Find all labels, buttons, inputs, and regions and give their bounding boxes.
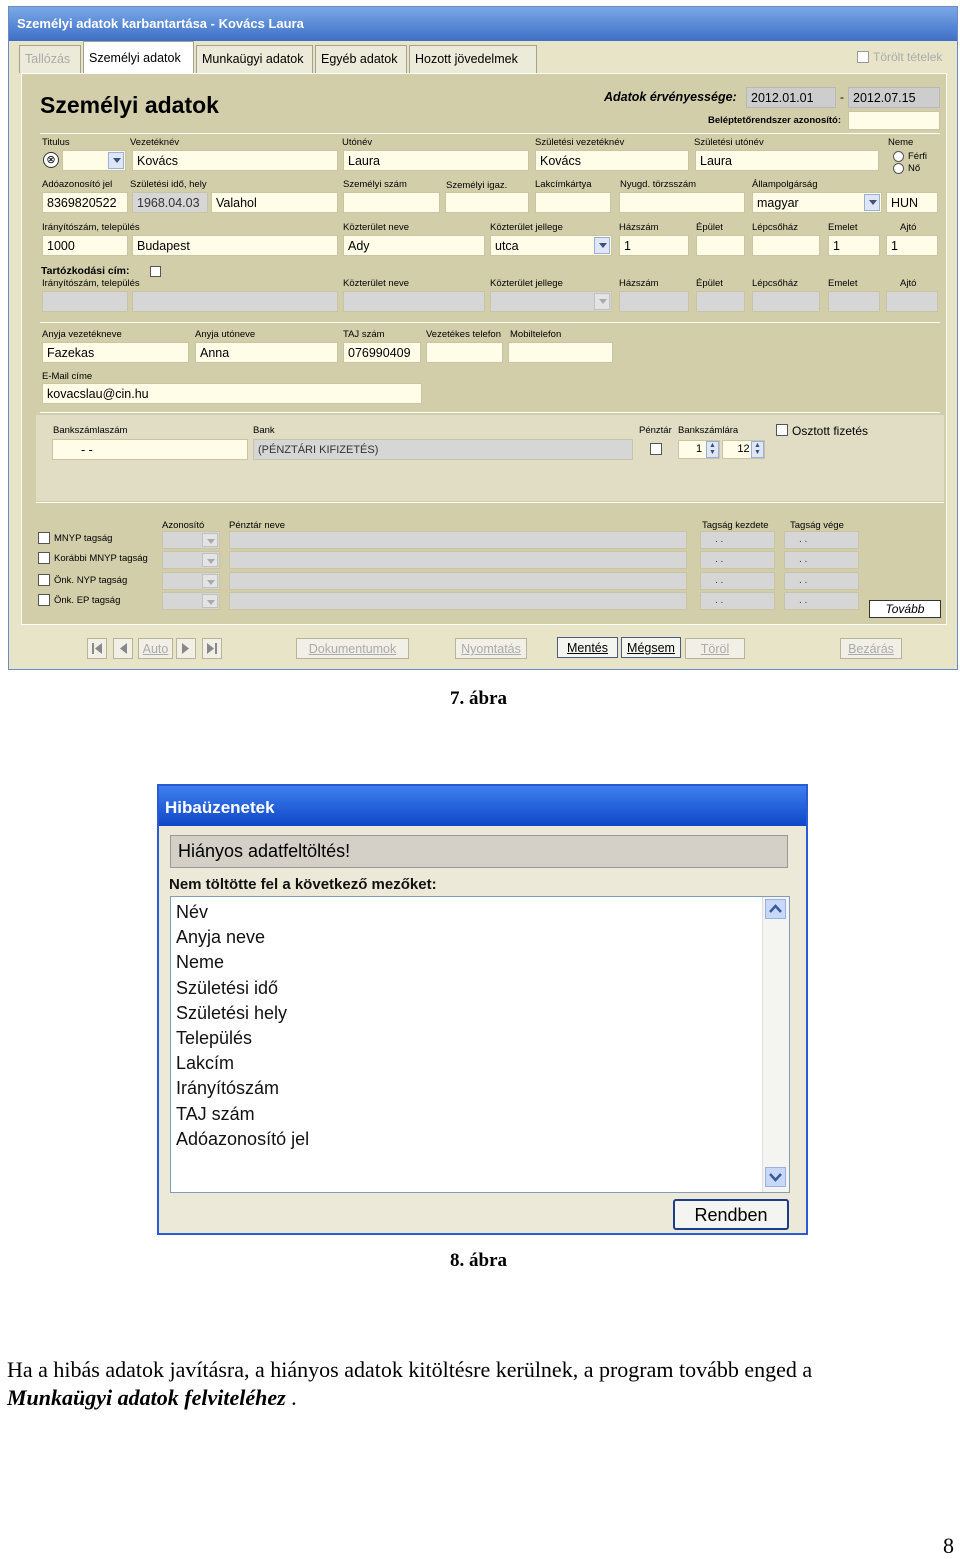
telepules-field-2[interactable]: [132, 291, 338, 312]
bezaras-button[interactable]: Bezárás: [840, 638, 902, 659]
orszagkod-field[interactable]: HUN: [886, 192, 938, 213]
figure-7-caption: 7. ábra: [450, 688, 507, 709]
chevron-down-icon: [202, 594, 218, 608]
anyja-vezetekneve-label: Anyja vezetékneve: [42, 329, 122, 340]
deleted-records-checkbox[interactable]: [857, 51, 869, 63]
bankszamla-label: Bankszámlaszám: [53, 425, 128, 436]
deleted-records-label: Törölt tételek: [873, 50, 943, 64]
titulus-label: Titulus: [42, 137, 70, 148]
spin1-arrows-icon[interactable]: ▲ ▼: [706, 441, 719, 458]
adoazonosito-label: Adóazonosító jel: [42, 179, 113, 190]
missing-field-item[interactable]: Anyja neve: [176, 927, 266, 948]
bankszamla-field[interactable]: - -: [52, 439, 248, 460]
bank-field[interactable]: (PÉNZTÁRI KIFIZETÉS): [253, 439, 633, 460]
szul-hely-field[interactable]: Valahol: [211, 192, 338, 213]
kozterulet-neve-field-2[interactable]: [343, 291, 485, 312]
scrollbar[interactable]: [762, 897, 789, 1192]
clear-icon[interactable]: ⊗: [43, 152, 59, 168]
divider: [40, 133, 940, 134]
kezdete-field[interactable]: . .: [700, 572, 775, 590]
taj-label: TAJ szám: [343, 329, 385, 340]
onk-nyp-checkbox[interactable]: [38, 574, 50, 586]
mentes-button[interactable]: Mentés: [557, 637, 618, 658]
lepcsohaz-field-2[interactable]: [752, 291, 820, 312]
epulet-label-2: Épület: [696, 278, 723, 289]
kezdete-field[interactable]: . .: [700, 592, 775, 610]
body-paragraph-line2: [7, 1385, 297, 1411]
validity-from-field[interactable]: 2012.01.01: [746, 87, 836, 108]
missing-fields-label: Nem töltötte fel a következő mezőket:: [169, 876, 437, 893]
email-field[interactable]: kovacslau@cin.hu: [42, 383, 422, 404]
section-title: Személyi adatok: [40, 92, 219, 118]
anyja-utoneve-field[interactable]: Anna: [195, 342, 338, 363]
missing-field-item[interactable]: Születési hely: [176, 1002, 288, 1023]
spin2-value: 12: [737, 443, 750, 455]
missing-field-item[interactable]: Irányítószám: [176, 1078, 280, 1099]
penztar-checkbox[interactable]: [650, 443, 662, 455]
scroll-up-icon[interactable]: [765, 899, 786, 919]
kezdete-field[interactable]: . .: [700, 531, 775, 549]
vezeteknev-label: Vezetéknév: [130, 137, 180, 148]
missing-fields-list[interactable]: [170, 896, 790, 1193]
tab-other-data[interactable]: Egyéb adatok: [315, 45, 407, 73]
emelet-field-2[interactable]: [828, 291, 880, 312]
missing-field-item[interactable]: Születési idő: [176, 977, 279, 998]
emelet-label-2: Emelet: [828, 278, 858, 289]
first-record-icon[interactable]: [87, 638, 107, 659]
page-number: 8: [943, 1533, 954, 1558]
vege-field[interactable]: . .: [784, 572, 859, 590]
ferfi-label: Férfi: [908, 151, 927, 162]
mnyp-checkbox[interactable]: [38, 532, 50, 544]
penztar-neve-label: Pénztár neve: [229, 520, 285, 531]
missing-field-item[interactable]: Adóazonosító jel: [176, 1128, 310, 1149]
nyomtatas-button[interactable]: Nyomtatás: [455, 638, 527, 659]
kozterulet-neve-label: Közterület neve: [343, 222, 410, 233]
epulet-field-2[interactable]: [696, 291, 745, 312]
azonosito-select[interactable]: [162, 592, 220, 610]
hazszam-field[interactable]: 1: [619, 235, 689, 256]
kozterulet-jellege-value: utca: [495, 239, 519, 253]
vezetekes-field[interactable]: [426, 342, 503, 363]
allampolgarsag-label: Állampolgárság: [752, 179, 818, 190]
kozterulet-jellege-select-2[interactable]: [490, 291, 612, 312]
kozterulet-jellege-select[interactable]: [490, 235, 612, 256]
scroll-down-icon[interactable]: [765, 1167, 786, 1187]
entry-system-label: Beléptetőrendszer azonosító:: [708, 115, 842, 126]
error-message: Hiányos adatfeltöltés!: [170, 835, 788, 868]
szul-vezeteknev-field[interactable]: Kovács: [535, 150, 689, 171]
szul-utonev-label: Születési utónév: [694, 137, 764, 148]
hazszam-label-2: Házszám: [619, 278, 659, 289]
mobil-label: Mobiltelefon: [510, 329, 562, 340]
divider: [40, 322, 940, 323]
missing-field-item[interactable]: Lakcím: [176, 1053, 235, 1074]
body-text-end: .: [291, 1385, 297, 1410]
last-record-icon[interactable]: [202, 638, 222, 659]
email-label: E-Mail címe: [42, 371, 93, 382]
entry-system-field[interactable]: [848, 111, 940, 130]
lakcimkartya-label: Lakcímkártya: [535, 179, 592, 190]
azonosito-label: Azonosító: [162, 520, 205, 531]
kezdete-field[interactable]: . .: [700, 551, 775, 569]
lepcsohaz-label: Lépcsőház: [752, 222, 798, 233]
ajto-field[interactable]: 1: [886, 235, 938, 256]
vezeteknev-field[interactable]: Kovács: [132, 150, 338, 171]
titulus-select[interactable]: [62, 150, 126, 171]
kozterulet-jellege-label-2: Közterület jellege: [490, 278, 563, 289]
chevron-down-icon: [594, 293, 610, 310]
szemelyi-szam-label: Személyi szám: [343, 179, 407, 190]
kezdete-label: Tagság kezdete: [702, 520, 769, 531]
iranyitoszam-field-2[interactable]: [42, 291, 128, 312]
szemelyi-szam-field[interactable]: [343, 192, 440, 213]
no-label: Nő: [908, 163, 921, 174]
iranyitoszam-label-2: Irányítószám, település: [42, 278, 140, 289]
tovabb-button[interactable]: Tovább: [869, 600, 941, 618]
korabbi-mnyp-checkbox[interactable]: [38, 552, 50, 564]
szemelyi-igaz-label: Személyi igaz.: [446, 180, 508, 191]
epulet-field[interactable]: [696, 235, 745, 256]
azonosito-select[interactable]: [162, 531, 220, 549]
ajto-field-2[interactable]: [886, 291, 938, 312]
no-radio[interactable]: [893, 163, 904, 174]
azonosito-select[interactable]: [162, 572, 220, 590]
missing-fields-items: [176, 900, 309, 1152]
form-panel: [21, 73, 947, 625]
divider: [36, 502, 944, 503]
iranyitoszam-field[interactable]: 1000: [42, 235, 128, 256]
tagsag-item-label: MNYP tagság: [54, 533, 113, 544]
penztar-neve-field[interactable]: [229, 531, 687, 549]
kozterulet-neve-label-2: Közterület neve: [343, 278, 410, 289]
hazszam-field-2[interactable]: [619, 291, 689, 312]
iranyitoszam-label: Irányítószám, település: [42, 222, 140, 233]
szul-ido-field[interactable]: 1968.04.03: [132, 192, 208, 213]
spin2-arrows-icon[interactable]: ▲ ▼: [751, 441, 764, 458]
missing-field-item[interactable]: Neme: [176, 952, 225, 973]
missing-field-item[interactable]: TAJ szám: [176, 1103, 255, 1124]
chevron-down-icon: [202, 553, 218, 567]
nyugd-field[interactable]: [619, 192, 745, 213]
penztar-neve-field[interactable]: [229, 572, 687, 590]
tagsag-item-label: Önk. NYP tagság: [54, 575, 128, 586]
error-dialog: [157, 784, 808, 1235]
validity-label: Adatok érvényessége:: [604, 90, 737, 104]
bankszamlara-label: Bankszámlára: [678, 425, 739, 436]
figure-8-caption: 8. ábra: [450, 1250, 507, 1271]
auto-button[interactable]: Auto: [138, 638, 173, 659]
penztar-neve-field[interactable]: [229, 551, 687, 569]
window-title: Személyi adatok karbantartása - Kovács Laura: [17, 16, 304, 31]
megsem-button[interactable]: Mégsem: [621, 637, 681, 658]
allampolgarsag-value: magyar: [757, 196, 799, 210]
emelet-field[interactable]: 1: [828, 235, 880, 256]
tab-personal-data[interactable]: Személyi adatok: [83, 41, 194, 73]
anyja-vezetekneve-field[interactable]: Fazekas: [42, 342, 189, 363]
tab-previous-income[interactable]: Hozott jövedelmek: [409, 45, 537, 73]
prev-record-icon[interactable]: [113, 638, 133, 659]
epulet-label: Épület: [696, 222, 723, 233]
allampolgarsag-select[interactable]: [752, 192, 882, 213]
tagsag-item-label: Önk. EP tagság: [54, 595, 121, 606]
lepcsohaz-label-2: Lépcsőház: [752, 278, 798, 289]
taj-field[interactable]: 076990409: [343, 342, 421, 363]
azonosito-select[interactable]: [162, 551, 220, 569]
kozterulet-neve-field[interactable]: Ady: [343, 235, 485, 256]
chevron-down-icon: [202, 533, 218, 547]
onk-ep-checkbox[interactable]: [38, 594, 50, 606]
bank-label: Bank: [253, 425, 275, 436]
utonev-label: Utónév: [342, 137, 373, 148]
body-italic-text: Munkaügyi adatok felviteléhez: [7, 1385, 286, 1410]
utonev-field[interactable]: Laura: [343, 150, 529, 171]
penztar-label: Pénztár: [639, 425, 672, 436]
osztott-checkbox[interactable]: [776, 424, 788, 436]
tab-employment-data[interactable]: Munkaügyi adatok: [196, 45, 313, 73]
lakcimkartya-field[interactable]: [535, 192, 611, 213]
next-record-icon[interactable]: [176, 638, 196, 659]
tab-browse[interactable]: Tallózás: [19, 45, 81, 73]
window-title-bar: [9, 7, 957, 41]
chevron-down-icon: [594, 237, 610, 254]
szul-ido-hely-label: Születési idő, hely: [130, 179, 207, 190]
kozterulet-jellege-label: Közterület jellege: [490, 222, 563, 233]
rendben-button[interactable]: Rendben: [673, 1199, 789, 1230]
lepcsohaz-field[interactable]: [752, 235, 820, 256]
ajto-label: Ajtó: [900, 222, 917, 233]
vege-field[interactable]: . .: [784, 592, 859, 610]
missing-field-item[interactable]: Név: [176, 902, 209, 922]
torol-button[interactable]: Töröl: [685, 638, 745, 659]
vege-field[interactable]: . .: [784, 531, 859, 549]
ferfi-radio[interactable]: [893, 151, 904, 162]
ajto-label-2: Ajtó: [900, 278, 917, 289]
validity-to-field[interactable]: 2012.07.15: [848, 87, 940, 108]
osztott-label: Osztott fizetés: [792, 424, 869, 438]
chevron-down-icon: [202, 574, 218, 588]
adoazonosito-field[interactable]: 8369820522: [42, 192, 128, 213]
chevron-down-icon: [864, 194, 880, 211]
szul-vezeteknev-label: Születési vezetéknév: [535, 137, 625, 148]
dokumentumok-button[interactable]: Dokumentumok: [296, 638, 409, 659]
missing-field-item[interactable]: Település: [176, 1028, 253, 1049]
mobil-field[interactable]: [508, 342, 613, 363]
neme-label: Neme: [888, 137, 914, 148]
divider: [40, 412, 940, 413]
emelet-label: Emelet: [828, 222, 858, 233]
body-paragraph: Ha a hibás adatok javításra, a hiányos adatok kitöltésre kerülnek, a program tovább enged a: [7, 1357, 813, 1382]
nyugd-label: Nyugd. törzsszám: [620, 179, 697, 190]
vege-label: Tagság vége: [790, 520, 844, 531]
szul-utonev-field[interactable]: Laura: [695, 150, 879, 171]
dialog-title: Hibaüzenetek: [165, 798, 275, 817]
chevron-down-icon: [108, 152, 124, 169]
vezetekes-label: Vezetékes telefon: [426, 329, 501, 340]
tagsag-item-label: Korábbi MNYP tagság: [54, 553, 148, 564]
dialog-title-bar: [159, 786, 806, 826]
anyja-utoneve-label: Anyja utóneve: [195, 329, 256, 340]
tartozkodasi-checkbox[interactable]: [150, 266, 161, 277]
szemelyi-igaz-field[interactable]: [445, 192, 529, 213]
telepules-field[interactable]: Budapest: [132, 235, 338, 256]
vege-field[interactable]: . .: [784, 551, 859, 569]
spin1-value: 1: [695, 443, 703, 455]
hazszam-label: Házszám: [619, 222, 659, 233]
penztar-neve-field[interactable]: [229, 592, 687, 610]
tartozkodasi-label: Tartózkodási cím:: [41, 265, 130, 277]
personal-data-window: [8, 6, 958, 670]
validity-dash: -: [840, 90, 844, 104]
